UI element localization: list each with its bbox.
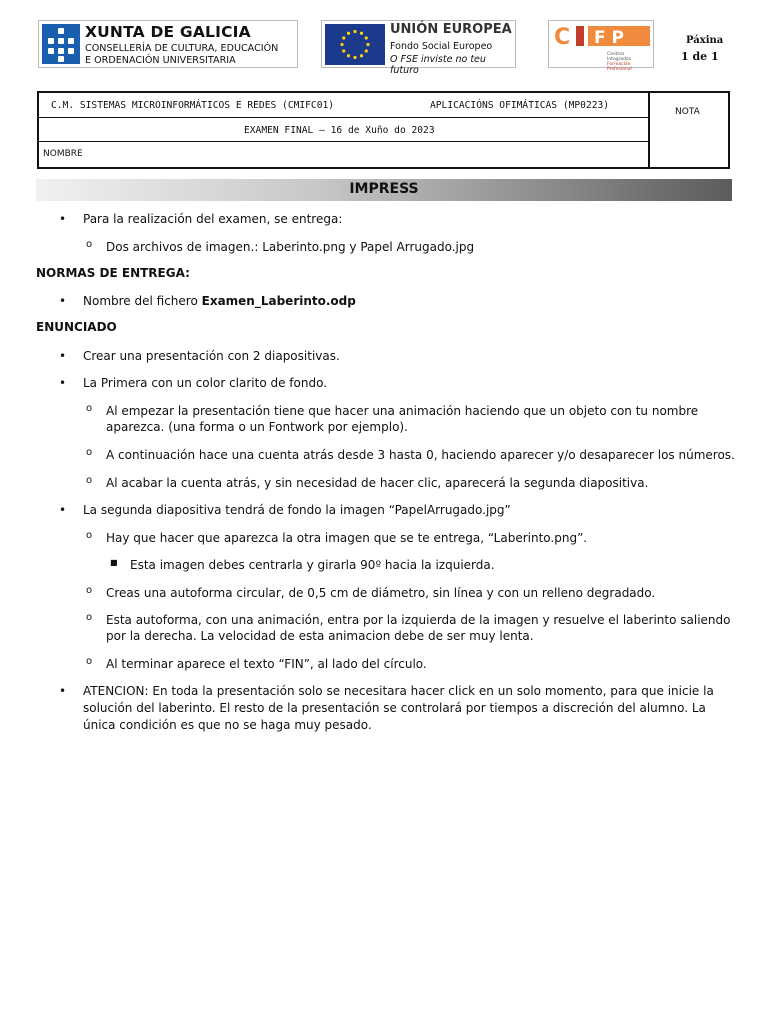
bullet-circle: o	[86, 530, 93, 541]
course-row	[39, 93, 648, 118]
enunciado-b2-s3: Al acabar la cuenta atrás, y sin necesidad de hacer clic, aparecerá la segunda diapositiva.	[106, 476, 649, 490]
course-table	[37, 91, 730, 169]
normas-prefix: Nombre del fichero	[83, 294, 202, 308]
enunciado-b2: La Primera con un color clarito de fondo.	[83, 376, 328, 390]
enunciado-b3-s3-l1: Esta autoforma, con una animación, entra por la izquierda de la imagen y resuelve el laberinto saliendo	[106, 613, 731, 627]
bullet-circle: o	[86, 612, 93, 623]
xunta-line1: CONSELLERÍA DE CULTURA, EDUCACIÓN	[85, 43, 279, 54]
svg-text:F P: F P	[594, 28, 624, 48]
enunciado-b4-l2: solución del laberinto. El resto de la presentación se controlará por tiempos a discreción del alumno. La	[83, 701, 706, 715]
exam-title: EXAMEN FINAL – 16 de Xuño do 2023	[244, 125, 435, 136]
eu-star	[347, 54, 350, 57]
course-name: C.M. SISTEMAS MICROINFORMÁTICOS E REDES (CMIFC01)	[51, 100, 335, 111]
enunciado-b3-s3-l2: por la derecha. La velocidad de esta animacion debe de ser muy lenta.	[106, 629, 534, 643]
normas-item	[83, 293, 356, 310]
eu-star	[353, 56, 356, 59]
xunta-line2: E ORDENACIÓN UNIVERSITARIA	[85, 55, 236, 66]
cifp-small-2: Integrados	[607, 57, 632, 62]
banner-title: IMPRESS	[349, 181, 419, 197]
enunciado-b3-s2: Creas una autoforma circular, de 0,5 cm de diámetro, sin línea y con un relleno degradado.	[106, 586, 656, 600]
enunciado-b4-l1: ATENCION: En toda la presentación solo se necesitara hacer click en un solo momento, para que inicie la	[83, 684, 714, 698]
normas-heading: NORMAS DE ENTREGA:	[36, 266, 190, 280]
eu-star	[360, 54, 363, 57]
eu-star	[347, 32, 350, 35]
eu-line1: Fondo Social Europeo	[390, 41, 493, 52]
bullet-dot: •	[59, 684, 67, 698]
galicia-shield-icon	[42, 24, 80, 64]
xunta-title: XUNTA DE GALICIA	[85, 23, 251, 41]
intro-sub: Dos archivos de imagen.: Laberinto.png y Papel Arrugado.jpg	[106, 240, 475, 254]
eu-star	[342, 49, 345, 52]
eu-star	[366, 43, 369, 46]
eu-title: UNIÓN EUROPEA	[390, 22, 512, 37]
eu-star	[340, 43, 343, 46]
enunciado-b1: Crear una presentación con 2 diapositivas.	[83, 349, 340, 363]
eu-star	[365, 49, 368, 52]
module-name: APLICACIÓNS OFIMÁTICAS (MP0223)	[430, 100, 610, 111]
enunciado-b2-s1-l1: Al empezar la presentación tiene que hacer una animación haciendo que un objeto con tu nombre	[106, 404, 699, 418]
nota-label: NOTA	[675, 107, 700, 117]
page-label: Páxina	[686, 35, 724, 46]
enunciado-b2-s2: A continuación hace una cuenta atrás desde 3 hasta 0, haciendo aparecer y/o desaparecer los números.	[106, 448, 735, 462]
page-number: 1 de 1	[681, 50, 719, 63]
file-name: Examen_Laberinto.odp	[201, 294, 356, 308]
name-label: NOMBRE	[43, 149, 83, 159]
cifp-logo-icon	[552, 24, 650, 50]
exam-row	[39, 118, 648, 142]
bullet-circle: o	[86, 656, 93, 667]
cifp-small-1: Centros	[607, 52, 625, 57]
enunciado-b3: La segunda diapositiva tendrá de fondo la imagen “PapelArrugado.jpg”	[83, 503, 511, 517]
cifp-logo	[548, 20, 654, 72]
section-banner	[36, 179, 732, 201]
enunciado-b3-s4: Al terminar aparece el texto “FIN”, al lado del círculo.	[106, 657, 427, 671]
cifp-small-3: Formación Profesional	[607, 62, 632, 72]
enunciado-heading: ENUNCIADO	[36, 320, 117, 334]
bullet-circle: o	[86, 403, 93, 414]
bullet-dot: •	[59, 212, 67, 226]
enunciado-b2-s1-l2: aparezca. (una forma o un Fontwork por ejemplo).	[106, 420, 408, 434]
bullet-dot: •	[59, 503, 67, 517]
svg-text:C: C	[554, 25, 571, 50]
bullet-circle: o	[86, 447, 93, 458]
bullet-dot: •	[59, 376, 67, 390]
course-info	[39, 93, 650, 167]
eu-star	[360, 32, 363, 35]
bullet-circle: o	[86, 239, 93, 250]
eu-flag-icon	[325, 24, 385, 65]
bullet-circle: o	[86, 475, 93, 486]
enunciado-b3-s1: Hay que hacer que aparezca la otra imagen que se te entrega, “Laberinto.png”.	[106, 531, 588, 545]
bullet-circle: o	[86, 585, 93, 596]
xunta-logo	[38, 20, 298, 68]
bullet-dot: •	[59, 349, 67, 363]
eu-logo	[321, 20, 516, 76]
eu-star	[365, 36, 368, 39]
enunciado-b4-l3: única condición es que no se haga muy pesado.	[83, 718, 372, 732]
bullet-square: ■	[110, 558, 118, 567]
enunciado-b3-s1-sq: Esta imagen debes centrarla y girarla 90º hacia la izquierda.	[130, 558, 495, 572]
eu-star	[342, 36, 345, 39]
eu-line2: O FSE inviste no teu futuro	[390, 54, 486, 76]
intro-line: Para la realización del examen, se entrega:	[83, 212, 343, 226]
bullet-dot: •	[59, 294, 67, 308]
eu-star	[353, 30, 356, 33]
name-row[interactable]	[39, 142, 648, 167]
